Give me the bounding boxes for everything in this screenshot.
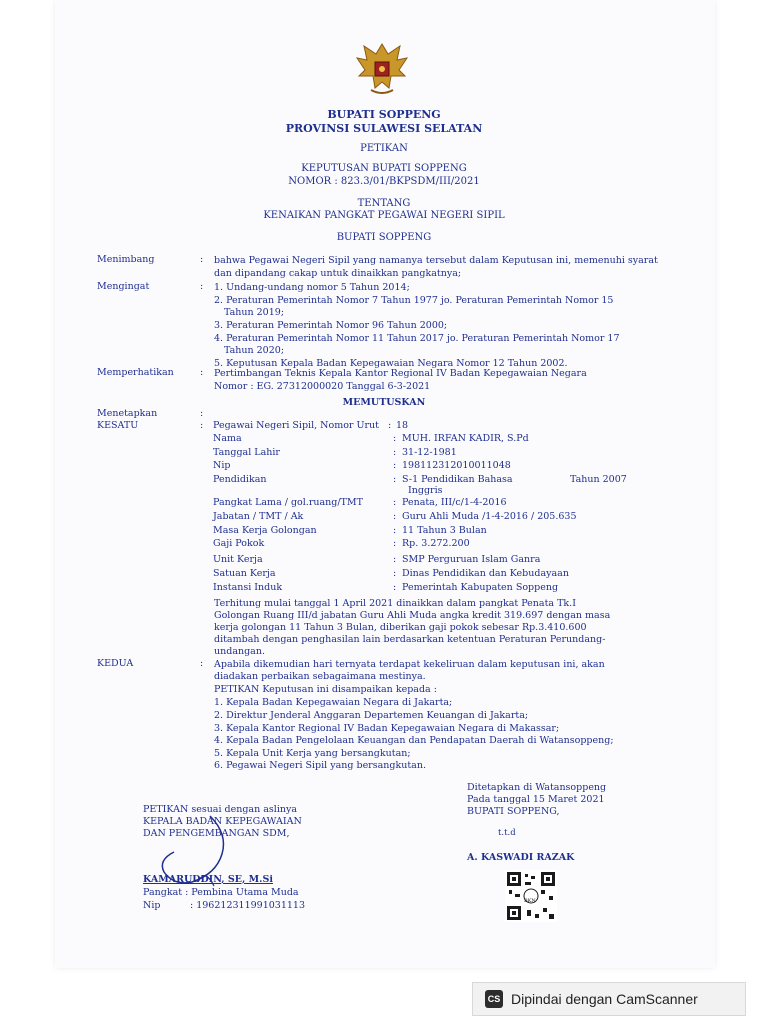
bupati-name: A. KASWADI RAZAK <box>467 852 575 863</box>
kesatu-para: ditambah dengan penghasilan lain berdasarkan ketentuan Peraturan Perundang- <box>214 634 606 645</box>
field-value-cont: Inggris <box>408 485 443 496</box>
colon: : <box>393 568 397 579</box>
kesatu-para: Golongan Ruang III/d jabatan Guru Ahli Muda angka kredit 319.697 dengan masa <box>214 610 611 621</box>
colon: : <box>388 420 392 431</box>
field-value: Penata, III/c/1-4-2016 <box>402 497 507 508</box>
field-value: Rp. 3.272.200 <box>402 538 470 549</box>
field-value: Pemerintah Kabupaten Soppeng <box>402 582 559 593</box>
field-key: Gaji Pokok <box>213 538 265 549</box>
ditetapkan-office: BUPATI SOPPENG, <box>467 806 560 817</box>
kepala-name: KAMARUDDIN, SE, M.Si <box>143 874 273 885</box>
field-key: Instansi Induk <box>213 582 283 593</box>
kepala-pangkat: Pangkat : Pembina Utama Muda <box>143 887 299 898</box>
colon: : <box>393 511 397 522</box>
camscanner-watermark <box>472 982 746 1016</box>
colon: : <box>393 554 397 565</box>
qr-caption: BKN <box>524 898 536 904</box>
field-value-year: Tahun 2007 <box>570 474 627 485</box>
mengingat-item: Tahun 2019; <box>224 307 285 318</box>
nomor-urut-value: 18 <box>396 420 409 431</box>
menimbang-label: Menimbang <box>97 254 155 265</box>
colon: : <box>393 433 397 444</box>
kedua-line: PETIKAN Keputusan ini disampaikan kepada : <box>214 684 437 695</box>
petikan-title: PETIKAN <box>360 143 408 154</box>
colon: : <box>393 474 397 485</box>
field-key: Pendidikan <box>213 474 267 485</box>
field-value: Guru Ahli Muda /1-4-2016 / 205.635 <box>402 511 577 522</box>
kedua-label: KEDUA <box>97 658 134 669</box>
kesatu-label: KESATU <box>97 420 139 431</box>
colon: : <box>393 497 397 508</box>
field-value: Dinas Pendidikan dan Kebudayaan <box>402 568 569 579</box>
colon: : <box>200 281 204 292</box>
garuda-emblem-icon <box>349 36 415 102</box>
colon: : <box>200 420 204 431</box>
kedua-line: diadakan perbaikan sebagaimana mestinya. <box>214 671 426 682</box>
keputusan-title: KEPUTUSAN BUPATI SOPPENG <box>301 163 467 174</box>
field-value: MUH. IRFAN KADIR, S.Pd <box>402 433 529 444</box>
colon: : <box>393 538 397 549</box>
ttd: t.t.d <box>498 828 516 838</box>
mengingat-item: 5. Keputusan Kepala Badan Kepegawaian Negara Nomor 12 Tahun 2002. <box>214 358 568 369</box>
field-key: Unit Kerja <box>213 554 263 565</box>
colon: : <box>393 460 397 471</box>
mengingat-label: Mengingat <box>97 281 150 292</box>
colon: : <box>200 408 204 419</box>
camscanner-logo-icon: CS <box>485 990 503 1008</box>
header-line1: BUPATI SOPPENG <box>327 108 441 121</box>
field-value: 11 Tahun 3 Bulan <box>402 525 487 536</box>
field-key: Satuan Kerja <box>213 568 276 579</box>
mengingat-item: 4. Peraturan Pemerintah Nomor 11 Tahun 2017 jo. Peraturan Pemerintah Nomor 17 <box>214 333 620 344</box>
ditetapkan-date: Pada tanggal 15 Maret 2021 <box>467 794 605 805</box>
colon: : <box>200 254 204 265</box>
field-value: S-1 Pendidikan Bahasa <box>402 474 513 485</box>
field-key: Tanggal Lahir <box>213 447 280 458</box>
mengingat-item: 2. Peraturan Pemerintah Nomor 7 Tahun 1977 jo. Peraturan Pemerintah Nomor 15 <box>214 295 614 306</box>
field-key: Pangkat Lama / gol.ruang/TMT <box>213 497 363 508</box>
mengingat-item: 1. Undang-undang nomor 5 Tahun 2014; <box>214 282 410 293</box>
kesatu-para: undangan. <box>214 646 265 657</box>
recipient-item: 4. Kepala Badan Pengelolaan Keuangan dan Pendapatan Daerah di Watansoppeng; <box>214 735 614 746</box>
petikan-copy-line2: KEPALA BADAN KEPEGAWAIAN <box>143 816 302 827</box>
kesatu-para: Terhitung mulai tanggal 1 April 2021 dinaikkan dalam pangkat Penata Tk.I <box>214 598 576 609</box>
menetapkan-label: Menetapkan <box>97 408 158 419</box>
kepala-nip-label: Nip <box>143 900 161 911</box>
tentang-title: TENTANG <box>357 198 411 209</box>
camscanner-text: Dipindai dengan CamScanner <box>511 991 698 1007</box>
field-value: SMP Perguruan Islam Ganra <box>402 554 541 565</box>
field-key: Masa Kerja Golongan <box>213 525 317 536</box>
menimbang-text: bahwa Pegawai Negeri Sipil yang namanya tersebut dalam Keputusan ini, memenuhi syarat dan dipandang cakap untuk dinaikkan pangkatnya; <box>214 255 658 279</box>
colon: : <box>393 582 397 593</box>
colon: : <box>200 367 204 378</box>
memperhatikan-label: Memperhatikan <box>97 367 174 378</box>
field-key: Nama <box>213 433 242 444</box>
field-key: Jabatan / TMT / Ak <box>213 511 304 522</box>
petikan-copy-line1: PETIKAN sesuai dengan aslinya <box>143 804 298 815</box>
kedua-line: Apabila dikemudian hari ternyata terdapat kekeliruan dalam keputusan ini, akan <box>214 659 605 670</box>
bupati-title: BUPATI SOPPENG <box>336 232 432 243</box>
field-key: Nip <box>213 460 231 471</box>
colon: : <box>200 658 204 669</box>
subject-title: KENAIKAN PANGKAT PEGAWAI NEGERI SIPIL <box>263 210 505 221</box>
recipient-item: 2. Direktur Jenderal Anggaran Departemen Keuangan di Jakarta; <box>214 710 529 721</box>
recipient-item: 3. Kepala Kantor Regional IV Badan Kepegawaian Negara di Makassar; <box>214 723 560 734</box>
mengingat-item: Tahun 2020; <box>224 345 285 356</box>
field-value: 198112312010011048 <box>402 460 511 471</box>
kepala-nip: : 196212311991031113 <box>190 900 306 911</box>
kesatu-intro: Pegawai Negeri Sipil, Nomor Urut <box>213 420 379 431</box>
petikan-copy-line3: DAN PENGEMBANGAN SDM, <box>143 828 290 839</box>
recipient-item: 1. Kepala Badan Kepegawaian Negara di Jakarta; <box>214 697 453 708</box>
ditetapkan-place: Ditetapkan di Watansoppeng <box>467 782 607 793</box>
recipient-item: 6. Pegawai Negeri Sipil yang bersangkutan. <box>214 760 426 771</box>
field-value: 31-12-1981 <box>402 447 457 458</box>
nomor-title: NOMOR : 823.3/01/BKPSDM/III/2021 <box>288 176 480 187</box>
kesatu-para: kerja golongan 11 Tahun 3 Bulan, diberikan gaji pokok sebesar Rp.3.410.600 <box>214 622 587 633</box>
memutuskan-title: MEMUTUSKAN <box>342 397 426 408</box>
recipient-item: 5. Kepala Unit Kerja yang bersangkutan; <box>214 748 411 759</box>
header-line2: PROVINSI SULAWESI SELATAN <box>285 122 483 135</box>
memperhatikan-line1: Pertimbangan Teknis Kepala Kantor Regional IV Badan Kepegawaian Negara <box>214 368 587 379</box>
memperhatikan-line2: Nomor : EG. 27312000020 Tanggal 6-3-2021 <box>214 381 431 392</box>
mengingat-item: 3. Peraturan Pemerintah Nomor 96 Tahun 2000; <box>214 320 448 331</box>
colon: : <box>393 447 397 458</box>
colon: : <box>393 525 397 536</box>
